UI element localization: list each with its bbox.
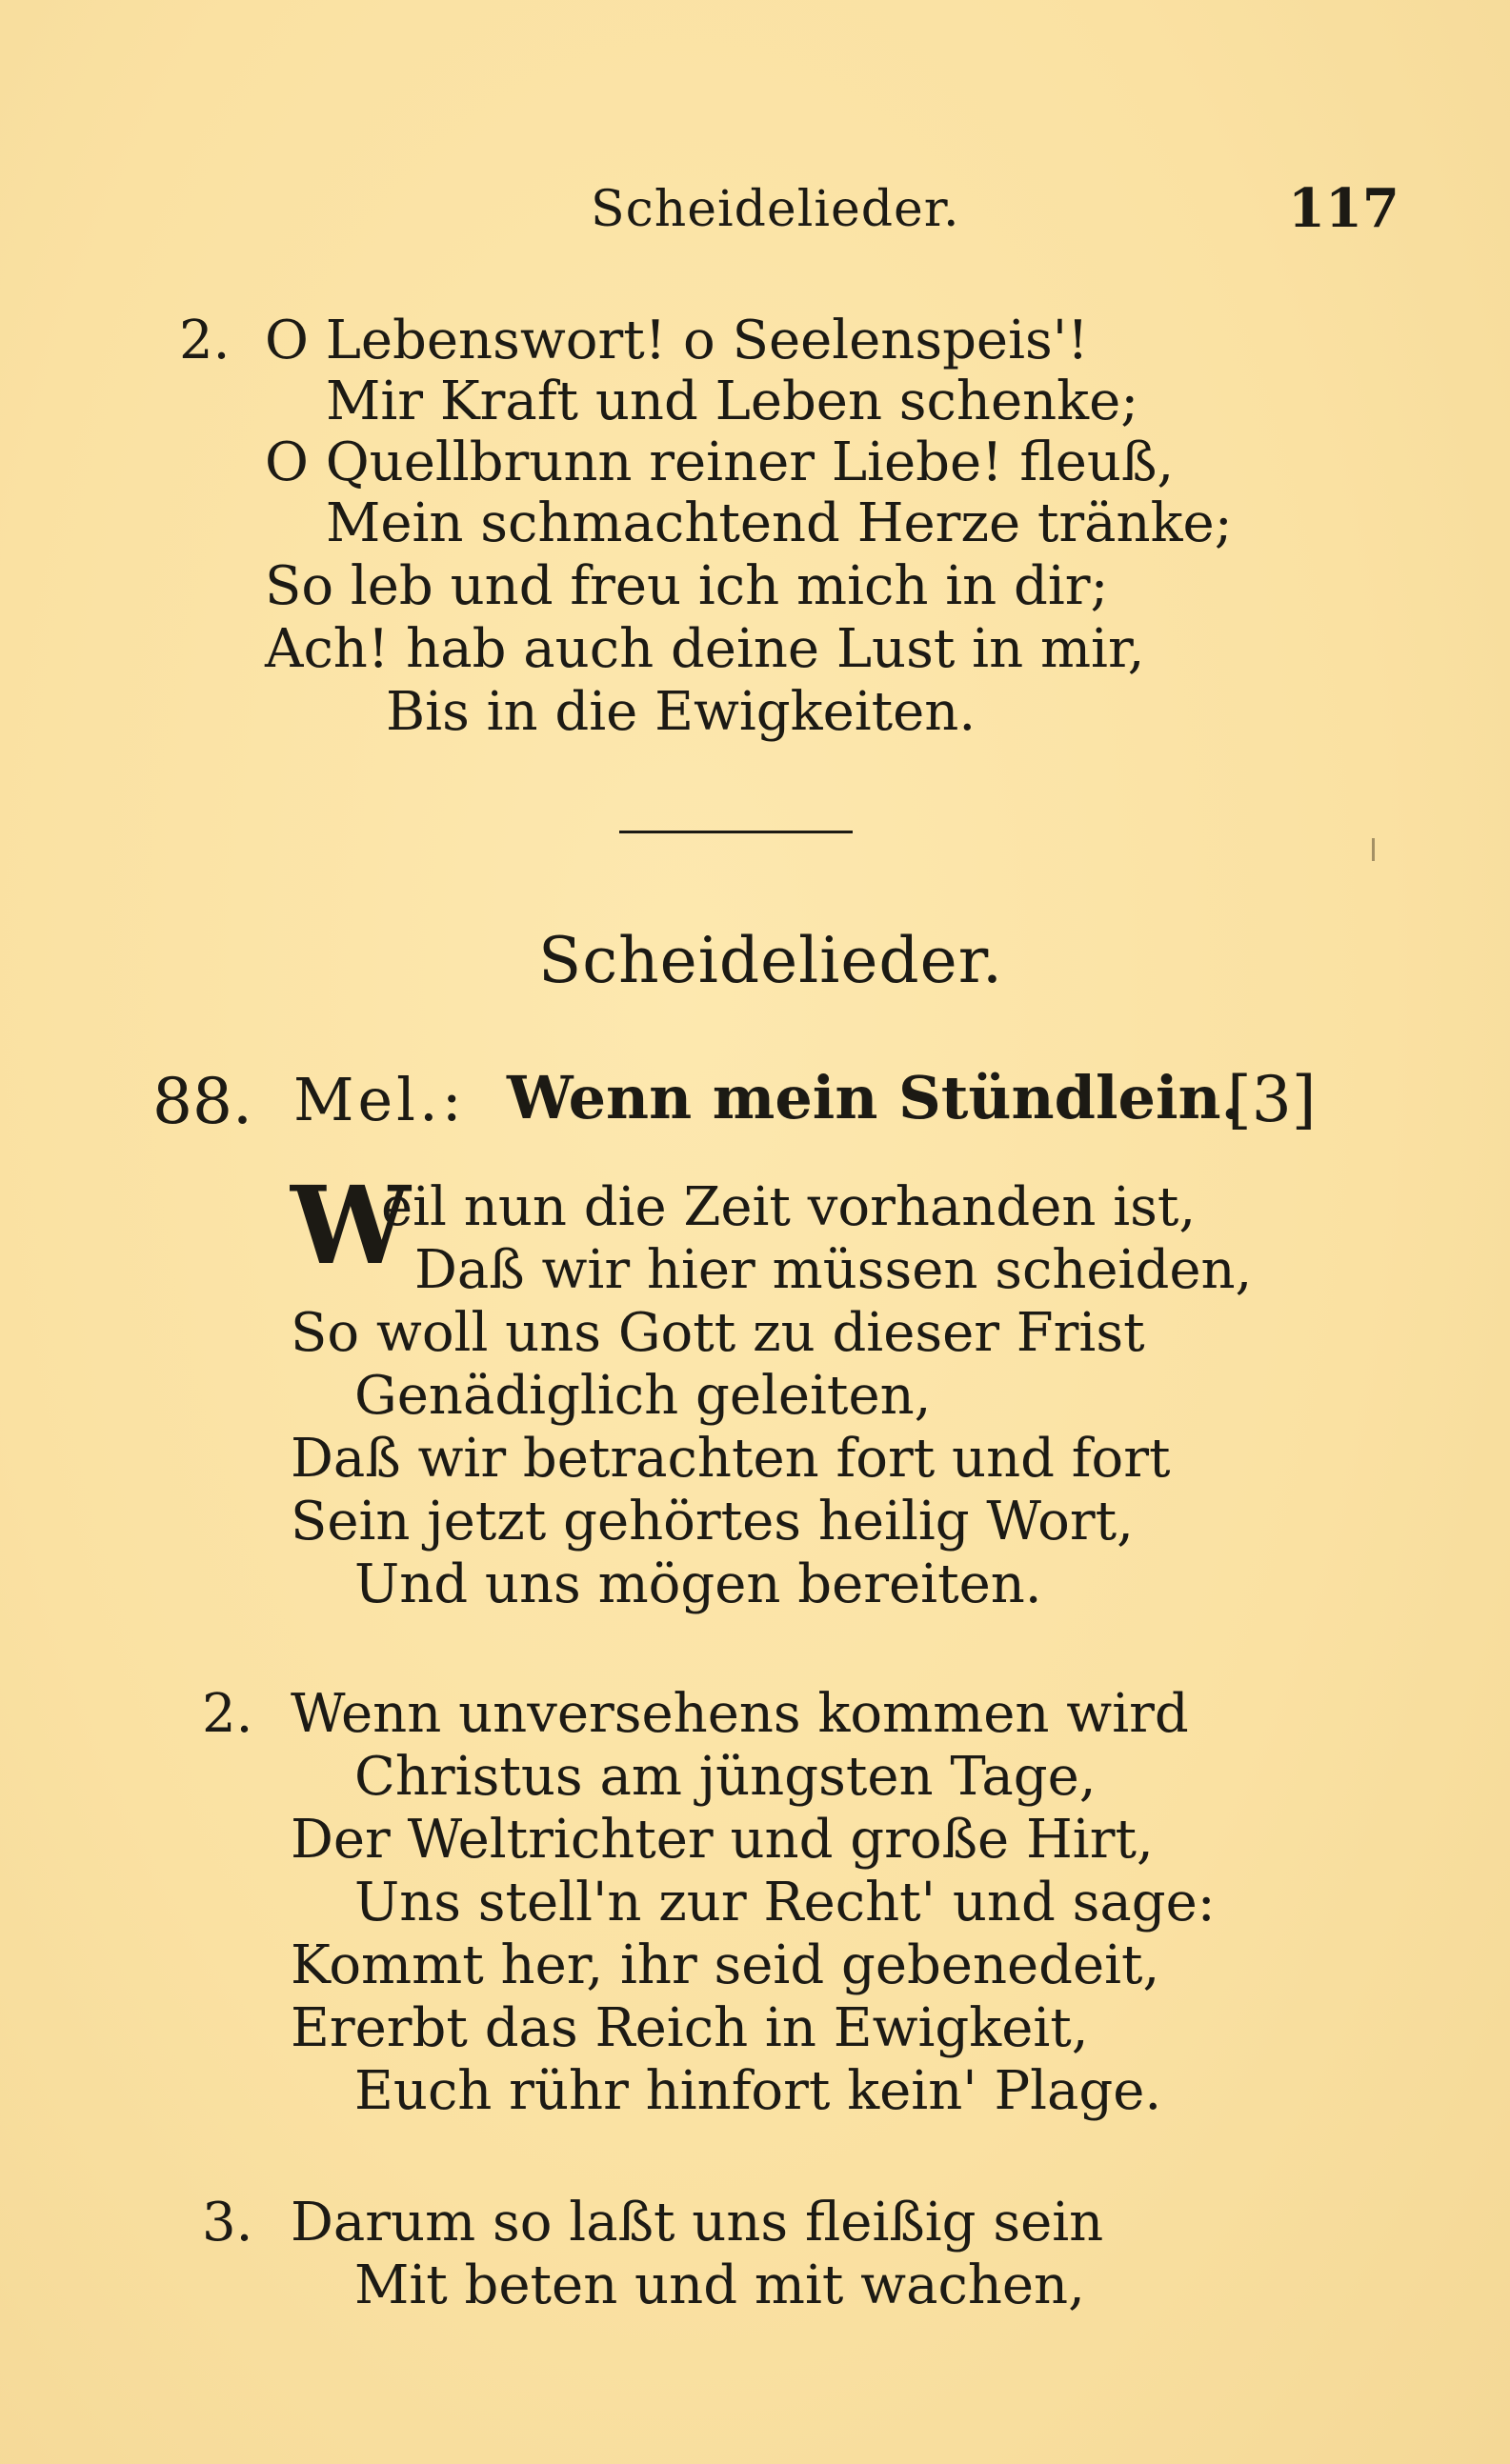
page-number: 117 (1288, 177, 1399, 240)
verse-line: Euch rühr hinfort kein' Plage. (354, 2060, 1162, 2122)
verse-line: Uns stell'n zur Recht' und sage: (354, 1872, 1216, 1933)
verse-line: O Quellbrunn reiner Liebe! fleuß, (265, 431, 1175, 493)
running-title: Scheidelieder. (591, 181, 960, 238)
hymn-number: 88. (152, 1065, 252, 1138)
section-title: Scheidelieder. (538, 924, 1004, 997)
melody-label: Mel.: (293, 1065, 466, 1134)
verse-line: Christus am jüngsten Tage, (354, 1746, 1097, 1808)
verse-line: Sein jetzt gehörtes heilig Wort, (291, 1491, 1134, 1553)
verse-line: Darum so laßt uns fleißig sein (291, 2192, 1104, 2254)
verse-line: Der Weltrichter und große Hirt, (291, 1809, 1154, 1871)
melody-tune: Wenn mein Stündlein. (507, 1063, 1242, 1132)
verse-line: So woll uns Gott zu dieser Frist (291, 1302, 1145, 1364)
drop-cap: W (291, 1164, 411, 1289)
verse-number: 3. (202, 2192, 253, 2254)
verse-line: Kommt her, ihr seid gebenedeit, (291, 1934, 1160, 1996)
verse-line: Ererbt das Reich in Ewigkeit, (291, 1997, 1089, 2059)
verse-line: Mein schmachtend Herze tränke; (326, 492, 1233, 554)
verse-line: Genädiglich geleiten, (354, 1365, 932, 1427)
verse-line: Ach! hab auch deine Lust in mir, (265, 618, 1145, 680)
verse-line: O Lebenswort! o Seelenspeis'! (265, 310, 1089, 371)
verse-line: Daß wir hier müssen scheiden, (414, 1239, 1253, 1301)
print-speck (1372, 838, 1375, 861)
verse-line: Wenn unversehens kommen wird (291, 1683, 1189, 1745)
verse-line: Und uns mögen bereiten. (354, 1553, 1042, 1615)
meter-indicator: [3] (1227, 1063, 1317, 1136)
verse-number: 2. (179, 310, 231, 371)
verse-line: So leb und freu ich mich in dir; (265, 555, 1109, 617)
verse-line: Bis in die Ewigkeiten. (386, 681, 976, 743)
verse-line: Mit beten und mit wachen, (354, 2254, 1085, 2316)
section-divider (619, 831, 853, 833)
verse-number: 2. (202, 1683, 253, 1745)
verse-line: Mir Kraft und Leben schenke; (326, 371, 1139, 432)
verse-line: Daß wir betrachten fort und fort (291, 1428, 1171, 1490)
verse-line: eil nun die Zeit vorhanden ist, (381, 1176, 1197, 1238)
